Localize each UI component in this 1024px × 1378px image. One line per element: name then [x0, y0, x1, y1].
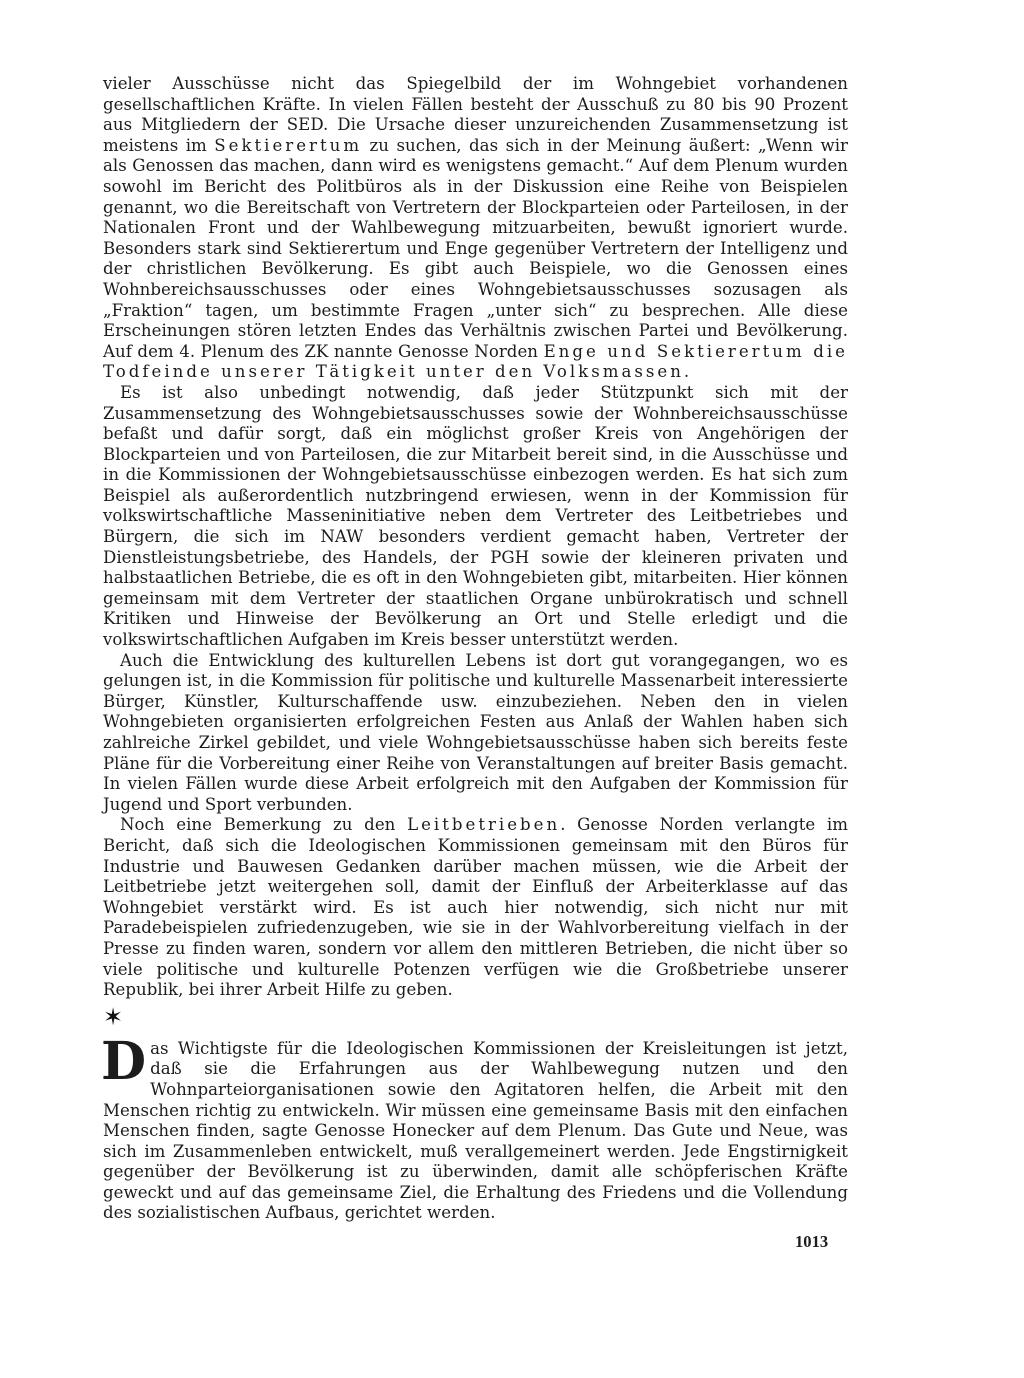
paragraph-1 — [103, 74, 848, 383]
paragraph-final — [101, 1030, 848, 1224]
text-segment: Auch die Entwicklung des kulturellen Lebens ist dort gut vorangegangen, wo es gelungen ist, in die Kommission für politische und kulturelle Massenarbeit interessierte Bürger, Künstler, Kulturschaffende usw. einzubeziehen. Neben den in vielen Wohngebieten organisierten erfolgreichen Festen aus Anlaß der Wahlen haben sich zahlreiche Zirkel gebildet, und viele Wohngebietsausschüsse haben sich bereits feste Pläne für die Vorbereitung einer Reihe von Veranstaltungen auf breiter Basis gemacht. In vielen Fällen wurde diese Arbeit erfolgreich mit den Aufgaben der Kommission für Jugend und Sport verbunden. — [103, 650, 848, 814]
drop-cap: D — [101, 1030, 147, 1092]
paragraph-2 — [103, 383, 848, 651]
text-segment: Noch eine Bemerkung zu den — [120, 815, 408, 835]
text-segment: vieler Ausschüsse nicht das Spiegelbild der im Wohngebiet vorhandenen gesellschaftlichen Kräfte. In vielen Fällen besteht der Ausschuß zu 80 bis 90 Prozent aus Mitgliedern der SED. Die Ursache dieser unzureichenden Zusammensetzung ist meistens im — [103, 74, 848, 155]
text-segment: . Genosse Norden verlangte im Bericht, daß sich die Ideologischen Kommissionen gemeinsam mit den Büros für Industrie und Bauwesen Gedanken darüber machen müssen, wie die Arbeit der Leitbetriebe jetzt weitergehen soll, damit der Einfluß der Arbeiterklasse auf das Wohngebiet verstärkt wird. Es ist auch hier notwendig, sich nicht nur mit Paradebeispielen zufriedenzugeben, wie sie in der Wahlvorbereitung vielfach in der Presse zu finden waren, sondern vor allem den mittleren Betrieben, die nicht über so viele politische und kulturelle Potenzen verfügen wie die Großbetriebe unserer Republik, bei ihrer Arbeit Hilfe zu geben. — [103, 815, 849, 1000]
text-segment: as Wichtigste für die Ideologischen Kommissionen der Kreisleitungen ist jetzt, daß sie die Erfahrungen aus der Wahlbewegung nutzen und den Wohnparteiorganisationen sowie den Agitatoren helfen, die Arbeit mit den Menschen richtig zu entwickeln. Wir müssen eine gemeinsame Basis mit den einfachen Menschen finden, sagte Genosse Honecker auf dem Plenum. Das Gute und Neue, was sich im Zusammenleben entwickelt, muß verallgemeinert werden. Jede Engstirnigkeit gegenüber der Bevölkerung ist zu überwinden, damit alle schöpferischen Kräfte geweckt und auf das gemeinsame Ziel, die Erhaltung des Friedens und die Vollendung des sozialistischen Aufbaus, gerichtet werden. — [103, 1038, 848, 1223]
text-segment: . — [683, 362, 690, 382]
text-segment: Es ist also unbedingt notwendig, daß jeder Stützpunkt sich mit der Zusammensetzung des Wohngebietsausschusses sowie der Wohnbereichsausschüsse befaßt und dafür sorgt, daß ein möglichst großer Kreis von Angehörigen der Blockparteien und von Parteilosen, die zur Mitarbeit bereit sind, in die Ausschüsse und in die Kommissionen der Wohngebietsausschüsse einbezogen werden. Es hat sich zum Beispiel als außerordentlich nutzbringend erwiesen, wenn in der Kommission für volkswirtschaftliche Masseninitiative neben dem Vertreter des Leitbetriebes und Bürgern, die sich im NAW besonders verdient gemacht haben, Vertreter der Dienstleistungsbetriebe, des Handels, der PGH sowie der kleineren privaten und halbstaatlichen Betriebe, die es oft in den Wohngebieten gibt, mitarbeiten. Hier können gemeinsam mit dem Vertreter der staatlichen Organe unbürokratisch und schnell Kritiken und Hinweise der Bevölkerung an Ort und Stelle erledigt und die volkswirtschaftlichen Aufgaben im Kreis besser unterstützt werden. — [103, 382, 848, 650]
article-body — [103, 74, 848, 1224]
emphasized-text: Sektierertum — [214, 135, 363, 155]
emphasized-text: Enge und Sektierertum die Todfeinde unserer Tätigkeit unter den Volksmassen — [103, 341, 848, 382]
text-segment: zu suchen, das sich in der Meinung äußert: „Wenn wir als Genossen das machen, dann wird es wenigstens gemacht.“ Auf dem Plenum wurden sowohl im Bericht des Politbüros als in der Diskussion eine Reihe von Beispielen genannt, wo die Bereitschaft von Vertretern der Blockparteien oder Parteilosen, in der Nationalen Front und der Wahlbewegung mitzuarbeiten, bewußt ignoriert wurde. Besonders stark sind Sektierertum und Enge gegenüber Vertretern der Intelligenz und der christlichen Bevölkerung. Es gibt auch Beispiele, wo die Genossen eines Wohnbereichsausschusses oder eines Wohngebietsausschusses sozusagen als „Fraktion“ tagen, um bestimmte Fragen „unter sich“ zu besprechen. Alle diese Erscheinungen stören letzten Endes das Verhältnis zwischen Partei und Bevölkerung. Auf dem 4. Plenum des ZK nannte Genosse Norden — [103, 135, 848, 361]
paragraph-3 — [103, 651, 848, 816]
page-number: 1013 — [795, 1232, 829, 1251]
emphasized-text: Leitbetrieben — [407, 815, 561, 835]
section-separator-asterisk: ✶ — [103, 1002, 124, 1031]
page-content — [103, 74, 848, 1224]
paragraph-4 — [103, 815, 848, 1000]
